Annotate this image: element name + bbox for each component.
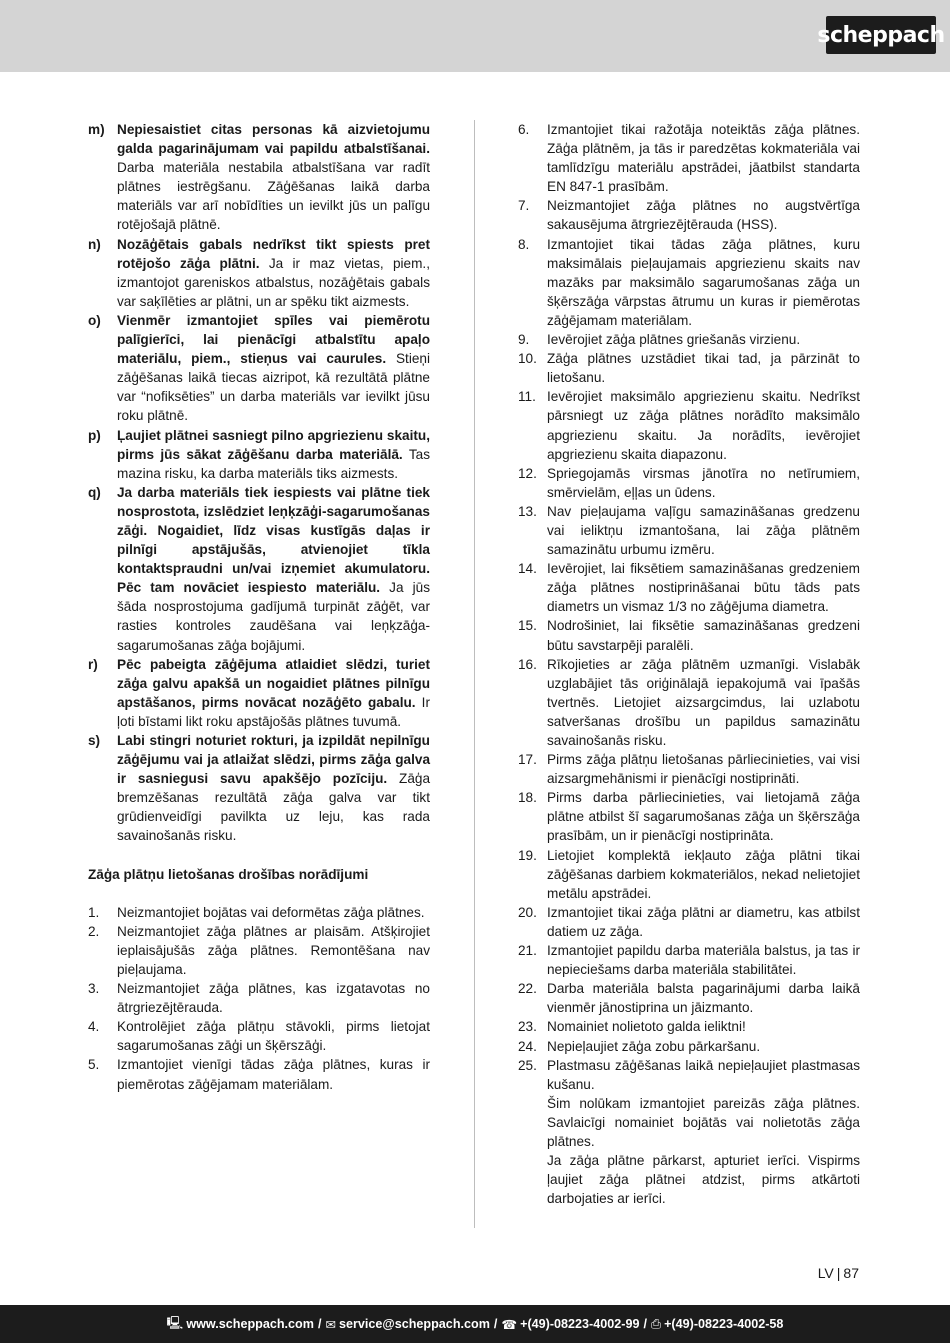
item-text: Izmantojiet vienīgi tādas zāģa plātnes, kuras ir piemērotas zāģējamam materiālam. bbox=[117, 1057, 430, 1092]
item-number: 11. bbox=[518, 389, 536, 405]
item-number: 13. bbox=[518, 503, 537, 519]
item-number: 8. bbox=[518, 236, 530, 252]
fax-number: +(49)-08223-4002-58 bbox=[664, 1317, 784, 1331]
numbered-item bbox=[518, 1017, 860, 1036]
item-number: 1. bbox=[88, 904, 100, 920]
numbered-item bbox=[88, 1017, 430, 1055]
phone-icon: ☎ bbox=[501, 1317, 518, 1332]
column-divider bbox=[474, 120, 475, 1228]
header-band bbox=[0, 0, 950, 72]
numbered-item bbox=[518, 655, 860, 750]
item-text: Zāģa bremzēšanas rezultātā zāģa galva var tikt grūdienveidīgi pavilkta uz leju, kas rada savainošanās risku. bbox=[117, 771, 430, 844]
numbered-item bbox=[518, 616, 860, 654]
numbered-item bbox=[518, 330, 860, 349]
item-marker: q) bbox=[88, 484, 101, 500]
note-paragraph: Šim nolūkam izmantojiet pareizās zāģa plātnes. Savlaicīgi nomainiet bojātās vai nolietotās zāģa plātnes. bbox=[547, 1095, 860, 1149]
item-number: 21. bbox=[518, 943, 537, 959]
note-paragraph: Ja zāģa plātne pārkarst, apturiet ierīci. Vispirms ļaujiet zāģa plātnei atdzist, pirms atkārtoti darbojaties ar ierīci. bbox=[547, 1153, 860, 1207]
list-item bbox=[88, 120, 430, 235]
numbered-item bbox=[518, 502, 860, 559]
item-text: Pirms zāģa plātņu lietošanas pārliecinieties, vai visi aizsargmehānismi ir pienācīgi nostiprināti. bbox=[547, 752, 860, 787]
separator: / bbox=[317, 1317, 322, 1331]
numbered-item bbox=[518, 788, 860, 845]
item-text: Izmantojiet tikai tādas zāģa plātnes, kuru maksimālais pieļaujamais apgriezienu skaits nav mazāks par maksimālo sagarumošanas zāģa un šķērszāģa vārpstas ātrumu un kuras ir piemērotas zāģējamam materiālam. bbox=[547, 236, 860, 328]
item-text: Tas mazina risku, ka darba materiāls tiks aizmests. bbox=[117, 446, 430, 481]
numbered-item bbox=[88, 979, 430, 1017]
item-marker: m) bbox=[88, 122, 105, 137]
item-number: 2. bbox=[88, 923, 100, 939]
item-text: Ir ļoti bīstami likt roku apstājošās plātnes tuvumā. bbox=[117, 694, 430, 729]
numbered-item bbox=[518, 941, 860, 979]
separator: | bbox=[836, 1265, 841, 1281]
item-number: 9. bbox=[518, 332, 530, 348]
item-number: 6. bbox=[518, 122, 530, 137]
item-lead: Nepiesaistiet citas personas kā aizvietojumu galda pagarinājumam vai papildu atbalstīšanai. bbox=[117, 122, 430, 157]
numbered-item bbox=[518, 1056, 860, 1094]
website-link[interactable]: www.scheppach.com bbox=[186, 1317, 314, 1331]
item-text: Ievērojiet maksimālo apgriezienu skaitu. Nedrīkst pārsniegt uz zāģa plātnes norādīto maksimālo apgriezienu skaitu. Ja norādīts, ievērojiet apgriezienu skaita diapazonu. bbox=[547, 389, 860, 462]
numbered-item bbox=[518, 846, 860, 903]
item-lead: Labi stingri noturiet rokturi, ja izpildāt nepilnīgu zāģējumu vai ja atlaižat slēdzi, pirms zāģa galva ir sasniegusi savu apakšējo pozīciju. bbox=[117, 733, 430, 787]
item-text: Spriegojamās virsmas jānotīra no netīrumiem, smērvielām, eļļas un ūdens. bbox=[547, 465, 860, 500]
numbered-item bbox=[88, 903, 430, 922]
item-lead: Ja darba materiāls tiek iespiests vai plātne tiek nosprostota, izslēdziet leņķzāģi-sagarumošanas zāģi. Nogaidiet, līdz visas kustīgās daļas ir pilnīgi apstājušās, atvienojiet tīkla kontaktspraudni un/vai izņemiet akumulatoru. Pēc tam novāciet iespiesto materiālu. bbox=[117, 484, 430, 596]
item-number: 22. bbox=[518, 981, 537, 997]
page-num: 87 bbox=[843, 1265, 859, 1281]
item-marker: n) bbox=[88, 236, 101, 252]
item-lead: Nozāģētais gabals nedrīkst tikt spiests pret rotējošo zāģa plātni. bbox=[117, 236, 430, 271]
list-item bbox=[88, 235, 430, 311]
email-link[interactable]: service@scheppach.com bbox=[339, 1317, 490, 1331]
numbered-item bbox=[518, 903, 860, 941]
item-marker: s) bbox=[88, 733, 101, 748]
right-column bbox=[518, 120, 860, 1208]
item-number: 10. bbox=[518, 351, 537, 367]
item-text: Izmantojiet papildu darba materiāla balstus, ja tas ir nepieciešams darba materiāla stabilitātei. bbox=[547, 943, 860, 978]
item-text: Nomainiet nolietoto galda ieliktni! bbox=[547, 1019, 746, 1035]
item-number: 20. bbox=[518, 904, 537, 920]
item-text: Izmantojiet tikai zāģa plātni ar diametru, kas atbilst datiem uz zāģa. bbox=[547, 904, 860, 939]
item-number: 14. bbox=[518, 561, 537, 577]
numbered-item bbox=[518, 387, 860, 463]
item-number: 5. bbox=[88, 1057, 100, 1073]
numbered-item bbox=[88, 922, 430, 979]
numbered-item bbox=[518, 1037, 860, 1056]
item-text: Stieņi zāģēšanas laikā tiecas aizripot, kā rezultātā plātne var “nofiksēties” un darba materiāls var ievilkt jūsu roku plātnē. bbox=[117, 351, 430, 424]
item-text: Nepieļaujiet zāģa zobu pārkaršanu. bbox=[547, 1038, 761, 1054]
fax-icon: ⎙ bbox=[650, 1316, 662, 1331]
page-lang: LV bbox=[817, 1265, 834, 1281]
item-text: Nav pieļaujama vaļīgu samazināšanas gredzenu vai ieliktņu izmantošana, lai zāģa plātnēm samazinātu urbumu izmēru. bbox=[547, 503, 860, 558]
item-text: Kontrolējiet zāģa plātņu stāvokli, pirms lietojat sagarumošanas zāģi un šķērszāģi. bbox=[117, 1019, 430, 1054]
item-number: 16. bbox=[518, 656, 537, 672]
item-text: Plastmasu zāģēšanas laikā nepieļaujiet plastmasas kušanu. bbox=[547, 1057, 860, 1092]
list-item bbox=[88, 311, 430, 426]
list-item bbox=[88, 483, 430, 655]
item-number: 24. bbox=[518, 1038, 537, 1054]
page-number bbox=[818, 1265, 859, 1281]
item-text: Darba materiāla nestabila atbalstīšana var radīt plātnes iestrēgšanu. Zāģēšanas laikā darba materiāls var arī nobīdīties un ievilkt jūs un palīgu rotējošajā plātnē. bbox=[117, 160, 430, 233]
item-number: 19. bbox=[518, 847, 537, 863]
item-number: 7. bbox=[518, 198, 530, 214]
list-item bbox=[88, 655, 430, 731]
list-item bbox=[88, 426, 430, 483]
item-text: Neizmantojiet zāģa plātnes ar plaisām. Atšķirojiet ieplaisājušās zāģa plātnes. Remontēšana nav pieļaujama. bbox=[117, 923, 430, 977]
item-number: 17. bbox=[518, 752, 537, 768]
item-text: Rīkojieties ar zāģa plātnēm uzmanīgi. Vislabāk uzglabājiet tās oriģinālajā iepakojumā vai īpašās tvertnēs. Lietojiet aizsargcimdus, lai uzlabotu satveršanas drošību un papildus samazinātu savainošanās risku. bbox=[547, 656, 860, 748]
item-text: Neizmantojiet bojātas vai deformētas zāģa plātnes. bbox=[117, 904, 425, 920]
numbered-item bbox=[518, 196, 860, 234]
numbered-item bbox=[518, 464, 860, 502]
item-text: Zāģa plātnes uzstādiet tikai tad, ja pārzināt to lietošanu. bbox=[547, 351, 860, 386]
item-number: 4. bbox=[88, 1019, 100, 1035]
numbered-item bbox=[518, 979, 860, 1017]
item-text: Ja ir maz vietas, piem., izmantojot gareniskos atbalstus, nozāģētais gabals var saķīlēties ar plātni, un ar spēku tikt aizmests. bbox=[117, 255, 430, 309]
list-item bbox=[88, 731, 430, 846]
item-number: 23. bbox=[518, 1019, 537, 1035]
item-marker: r) bbox=[88, 656, 98, 672]
separator: / bbox=[643, 1317, 647, 1331]
item-marker: o) bbox=[88, 312, 101, 328]
numbered-item bbox=[88, 1055, 430, 1093]
numbered-item bbox=[518, 235, 860, 330]
footer-contact-bar bbox=[0, 1305, 950, 1343]
item-text: Pirms darba pārliecinieties, vai lietojamā zāģa plātne atbilst šī sagarumošanas zāģa un šķērszāģa prasībām, un ir pienācīgi nostiprināta. bbox=[547, 790, 860, 844]
item-text: Ievērojiet, lai fiksētiem samazināšanas gredzeniem zāģa plātnes nostiprināšanai būtu tāds pats diametrs un vismaz 1/3 no zāģējuma diametra. bbox=[547, 561, 860, 615]
computer-icon: 🖳 bbox=[166, 1315, 184, 1330]
item-marker: p) bbox=[88, 427, 101, 443]
numbered-item bbox=[518, 120, 860, 196]
item-number: 18. bbox=[518, 790, 537, 806]
item-lead: Pēc pabeigta zāģējuma atlaidiet slēdzi, turiet zāģa galvu apakšā un nogaidiet plātnes pilnīgu apstāšanos, pirms novācat nozāģēto gabalu. bbox=[117, 656, 430, 710]
phone-number: +(49)-08223-4002-99 bbox=[520, 1317, 640, 1331]
item-text: Neizmantojiet zāģa plātnes, kas izgatavotas no ātrgriezējtērauda. bbox=[117, 981, 430, 1016]
item-number: 12. bbox=[518, 465, 537, 481]
item-number: 15. bbox=[518, 618, 537, 634]
section-title: Zāģa plātņu lietošanas drošības norādījumi bbox=[88, 866, 369, 882]
numbered-item bbox=[518, 750, 860, 788]
item-text: Ja jūs šāda nosprostojuma gadījumā turpināt zāģēt, var rasties kontroles zaudēšana vai leņķzāģa-sagarumošanas zāģa bojājumi. bbox=[117, 580, 430, 653]
item-text: Nodrošiniet, lai fiksētie samazināšanas gredzeni būtu savstarpēji paralēli. bbox=[547, 618, 860, 653]
item-text: Neizmantojiet zāģa plātnes no augstvērtīga sakausējuma ātrgriezējtērauda (HSS). bbox=[547, 198, 860, 233]
envelope-icon: ✉ bbox=[325, 1317, 337, 1332]
item-lead: Vienmēr izmantojiet spīles vai piemērotu palīgierīci, lai pienācīgi atbalstītu apaļo materiālu, piem., stieņus vai caurules. bbox=[117, 312, 430, 367]
item-text: Lietojiet komplektā iekļauto zāģa plātni tikai zāģēšanas darbiem kokmateriālos, nekad nelietojiet metālu apstrādei. bbox=[547, 847, 860, 901]
item-text: Darba materiāla balsta pagarinājumi darba laikā vienmēr jānostiprina un jāizmanto. bbox=[547, 981, 860, 1016]
numbered-item bbox=[518, 349, 860, 387]
left-column bbox=[88, 120, 430, 1094]
item-number: 25. bbox=[518, 1057, 537, 1073]
item-text: Ievērojiet zāģa plātnes griešanās virzienu. bbox=[547, 332, 801, 348]
separator: / bbox=[493, 1317, 498, 1331]
numbered-item bbox=[518, 559, 860, 616]
item-text: Izmantojiet tikai ražotāja noteiktās zāģa plātnes. Zāģa plātnēm, ja tās ir paredzētas kokmateriāla vai tamlīdzīgu materiālu apstrādei, jāatbilst standarta EN 847-1 prasībām. bbox=[547, 122, 860, 195]
item-lead: Ļaujiet plātnei sasniegt pilno apgriezienu skaitu, pirms jūs sākat zāģēšanu darba materiālā. bbox=[117, 427, 430, 462]
item-number: 3. bbox=[88, 981, 100, 997]
brand-logo: scheppach bbox=[826, 16, 936, 54]
